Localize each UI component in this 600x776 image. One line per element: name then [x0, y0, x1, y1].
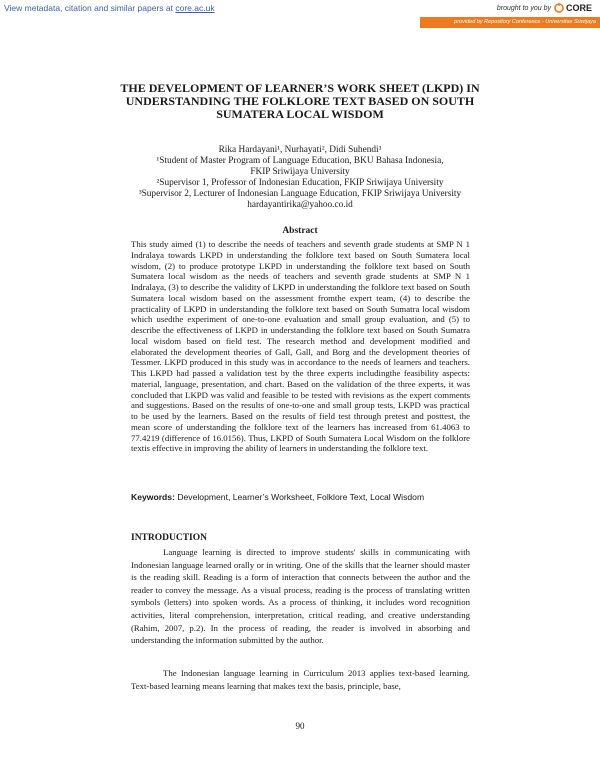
- intro-paragraph-2: The Indonesian language learning in Curriculum 2013 applies text-based learning. Text-based learning means learning that makes text the basis, principle, base,: [131, 668, 470, 691]
- provided-by-bar[interactable]: provided by Repository Conference - Universitas Sriwijaya: [420, 17, 600, 28]
- keywords-line: [131, 492, 470, 502]
- intro-paragraph-1: Language learning is directed to improve students' skills in communicating with Indonesian language learned orally or in writing. One of the skills that the learner should master is the reading skill. Reading is a form of interaction that connects between the author and the reader to convey the message. As a visual process, reading is the process of translating written symbols (letters) into spoken words. As a process of thinking, it includes word recognition activities, literal comprehension, interpretation, critical reading, and creative understanding (Rahim, 2007, p.2). In the process of reading, the reader is involved in absorbing and understanding the information submitted by the author.: [131, 547, 470, 646]
- affiliation-2: ²Supervisor 1, Professor of Indonesian Education, FKIP Sriwijaya University: [156, 178, 444, 188]
- brought-by-core[interactable]: [497, 3, 592, 13]
- metadata-link-text: View metadata, citation and similar papers at: [4, 3, 176, 13]
- core-label: CORE: [565, 3, 592, 13]
- author-block: [130, 145, 470, 211]
- introduction-heading: INTRODUCTION: [131, 533, 208, 543]
- metadata-link[interactable]: [4, 3, 215, 13]
- affiliation-3: ³Supervisor 2, Lecturer of Indonesian Language Education, FKIP Sriwijaya University: [138, 189, 462, 199]
- authors-line: Rika Hardayani¹, Nurhayati², Didi Suhendi³: [218, 145, 382, 155]
- core-logo-icon: [554, 3, 564, 13]
- author-email: hardayantirika@yahoo.co.id: [247, 200, 353, 210]
- paper-title: THE DEVELOPMENT OF LEARNER’S WORK SHEET (LKPD) IN UNDERSTANDING THE FOLKLORE TEXT BASED ON SOUTH SUMATERA LOCAL WISDOM: [120, 81, 480, 121]
- keywords-label: Keywords:: [131, 492, 175, 502]
- brought-by-text: brought to you by: [496, 4, 551, 12]
- top-banner: [0, 0, 600, 17]
- affiliation-1a: ¹Student of Master Program of Language Education, BKU Bahasa Indonesia,: [156, 156, 444, 166]
- abstract-text: This study aimed (1) to describe the needs of teachers and seventh grade students at SMP N 1 Indralaya towards LKPD in understanding the folklore text based on South Sumatera local wisdom, (2) to produce prototype LKPD in understanding the folklore text based on South Sumatera local wisdom as the needs of teachers and seventh grade students at SMP N 1 Indralaya, (3) to describe the validity of LKPD in understanding the folklore text based on South Sumatera local wisdom based on the assessment fromthe expert team, (4) to describe the practicality of LKPD in understanding the folklore text based on South Sumatra local wisdom which usedthe experiment of one-to-one evaluation and small group evaluation, and (5) to describe the effectiveness of LKPD in understanding the folklore text based on South Sumatra local wisdom based on field test. The research method and development modified and elaborated the development theories of Gall, Gall, and Borg and the development theories of Tessmer. LKPD produced in this study was in accordance to the needs of learners and teachers. This LKPD had passed a validation test by the three experts includingthe feasibility aspects: material, language, presentation, and chart. Based on the validation of the three experts, it was concluded that LKPD was valid and feasible to be tested with revisions as the expert comments and suggestions. Based on the results of one-to-one and small group tests, LKPD was practical to be used by the learners. Based on the results of field test through pretest and posttest, the mean score of understanding the folklore text of the learners has increased from 61.4063 to 77.4219 (difference of 16.0156). Thus, LKPD of South Sumatera Local Wisdom on the folklore textis effective in improving the ability of learners in understanding the folklore text.: [131, 239, 470, 454]
- page-number: 90: [295, 721, 305, 731]
- core-domain-link[interactable]: core.ac.uk: [175, 3, 215, 13]
- abstract-heading: Abstract: [282, 226, 318, 236]
- affiliation-1b: FKIP Sriwijaya University: [250, 167, 350, 177]
- keywords-text: Development, Learner’s Worksheet, Folklore Text, Local Wisdom: [174, 492, 425, 502]
- core-logo[interactable]: [554, 3, 592, 13]
